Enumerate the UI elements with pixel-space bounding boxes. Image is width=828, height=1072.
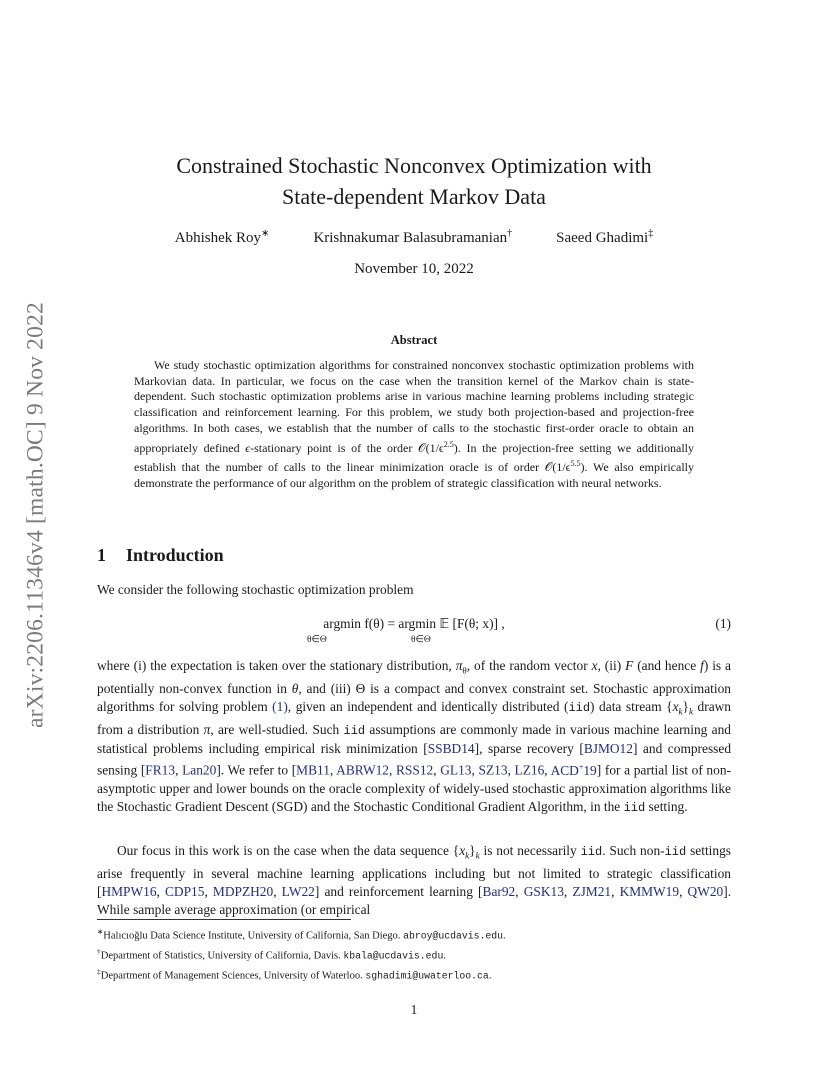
footnotes (97, 924, 731, 985)
footnote-rule (97, 919, 351, 920)
section-heading-introduction: 1 Introduction (97, 545, 224, 565)
paper-title (96, 150, 732, 212)
citation-link[interactable]: Bar92 (482, 884, 516, 900)
author-1: Abhishek Roy∗ (174, 228, 270, 246)
email-link[interactable]: abroy@ucdavis.edu (403, 930, 504, 942)
abstract-text: We study stochastic optimization algorithms for constrained nonconvex stochastic optimization problems with Markovian data. In particular, we focus on the case when the transition kernel of the Markov chain is state-dependent. Such stochastic optimization problems arise in various machine learning problems including strategic classification and reinforcement learning. For this problem, we study both projection-based and projection-free algorithms. In both cases, we establish that the number of calls to the stochastic first-order oracle to obtain an appropriately defined ϵ-stationary point is of the order $𝒪(1/\epsilon^{2.5})$. In the projection-free setting we additionally establish that the number of calls to the linear minimization oracle is of order $𝒪(1/\epsilon^{5.5})$. We also empirically demonstrate the performance of our algorithm on the problem of strategic classification with neural networks. (134, 358, 695, 490)
equation-1 (97, 612, 731, 648)
arxiv-stamp (16, 268, 56, 762)
citation-link[interactable]: QW20 (687, 884, 724, 900)
citation-link[interactable]: ZJM21 (572, 884, 612, 900)
citation-link[interactable]: KMMW19 (619, 884, 680, 900)
title-line-1: Constrained Stochastic Nonconvex Optimization with (176, 153, 652, 178)
intro-sentence: We consider the following stochastic optimization problem (97, 582, 414, 597)
title-line-2: State-dependent Markov Data (282, 184, 546, 209)
citation-link[interactable]: GSK13 (523, 884, 564, 900)
citation-link[interactable]: FR13 (145, 762, 176, 778)
equation-ref-link[interactable]: (1) (272, 699, 288, 715)
citation-link[interactable]: BJMO12 (583, 741, 633, 757)
equation-number: (1) (715, 616, 731, 631)
footnote-3: ‡Department of Management Sciences, University of Waterloo. sghadimi@uwaterloo.ca. (97, 967, 492, 982)
equation-subscript-2: θ∈Θ (411, 635, 431, 645)
citation-link[interactable]: HMPW16 (101, 884, 157, 900)
citation-link[interactable]: ABRW12 (336, 762, 389, 778)
citation-link[interactable]: Lan20 (182, 762, 217, 778)
author-2: Krishnakumar Balasubramanian† (313, 228, 513, 246)
citation-link[interactable]: LZ16 (514, 762, 545, 778)
citation-link[interactable]: GL13 (440, 762, 472, 778)
email-link[interactable]: sghadimi@uwaterloo.ca (365, 970, 489, 982)
citation-link[interactable]: MB11 (296, 762, 330, 778)
paragraph-2: where (i) the expectation is taken over the stationary distribution, $\pi_\theta$, of the random vector x, (ii) F (and hence f) is a potentially non-convex function in θ, and (iii) Θ is a compact and convex constraint set. Stochastic approximation algorithms for solving problem (1), given an independent and identically distributed (iid) data stream $\{x_k\}_k$ drawn from a distribution π, are well-studied. Such iid assumptions are commonly made in various machine learning and statistical problems including empirical risk minimization [SSBD14], sparse recovery [BJMO12] and compressed sensing [FR13, Lan20]. We refer to [MB11, ABRW12, RSS12, GL13, SZ13, LZ16, ACD+19] for a partial list of non-asymptotic upper and lower bounds on the oracle complexity of widely-used stochastic approximation algorithms like the Stochastic Gradient Descent (SGD) and the Stochastic Conditional Gradient Algorithm, in the iid setting. (97, 658, 732, 816)
paragraph-3: Our focus in this work is on the case when the data sequence $\{x_k\}_k$ is not necessarily iid. Such non-iid settings arise frequently in several machine learning applications including but not limited to strategic classification [HMPW16, CDP15, MDPZH20, LW22] and reinforcement learning [Bar92, GSK13, ZJM21, KMMW19, QW20]. While sample average approximation (or empirical (97, 843, 732, 918)
email-link[interactable]: kbala@ucdavis.edu (343, 950, 444, 962)
citation-link[interactable]: ACD+19 (550, 762, 597, 778)
author-3: Saeed Ghadimi‡ (556, 228, 654, 246)
citation-link[interactable]: SSBD14 (427, 741, 475, 757)
citation-link[interactable]: MDPZH20 (212, 884, 274, 900)
footnote-1: ∗Halıcıoğlu Data Science Institute, University of California, San Diego. abroy@ucdavis.edu. (97, 927, 506, 942)
arxiv-stamp-text: arXiv:2206.11346v4 [math.OC] 9 Nov 2022 (22, 302, 49, 728)
page-number: 1 (410, 1002, 418, 1017)
equation-expression: argmin f(θ) = argmin 𝔼 [F(θ; x)] , (323, 616, 505, 631)
author-list (96, 228, 732, 247)
citation-link[interactable]: LW22 (281, 884, 315, 900)
footnote-2: †Department of Statistics, University of California, Davis. kbala@ucdavis.edu. (97, 947, 446, 962)
paper-date: November 10, 2022 (354, 261, 474, 277)
abstract-heading: Abstract (390, 333, 438, 347)
citation-link[interactable]: RSS12 (396, 762, 434, 778)
equation-subscript-1: θ∈Θ (307, 635, 327, 645)
citation-link[interactable]: CDP15 (165, 884, 205, 900)
citation-link[interactable]: SZ13 (478, 762, 508, 778)
